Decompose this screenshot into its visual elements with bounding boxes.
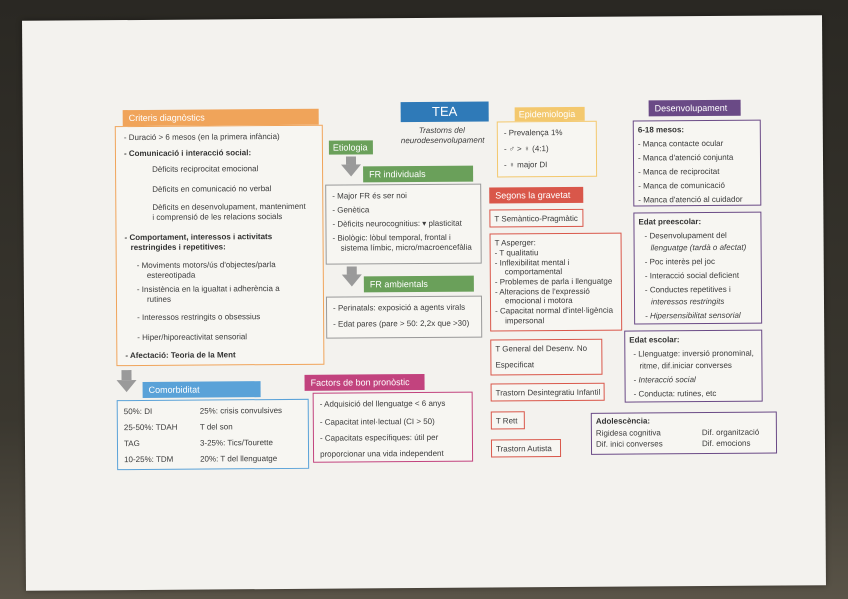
preescolar-line: interessos restringits bbox=[650, 296, 725, 307]
pronostic-header: Factors de bon pronòstic bbox=[304, 374, 424, 391]
adol-right: Dif. emocions bbox=[701, 438, 751, 449]
criteris-line: - Moviments motors/ús d'objectes/parla bbox=[136, 260, 276, 271]
desintegratiu-box bbox=[491, 383, 605, 402]
comorb-left: 10-25%: TDM bbox=[124, 454, 174, 465]
fr-ambientals-header: FR ambientals bbox=[364, 276, 474, 293]
asperger-line: impersonal bbox=[505, 316, 545, 326]
preescolar-title: Edat preescolar: bbox=[638, 217, 702, 227]
arrow-to-comorbiditat bbox=[121, 370, 131, 380]
general-line: T General del Desenv. No bbox=[495, 343, 588, 354]
pronostic-box bbox=[313, 392, 473, 463]
m618-line: - Manca de comunicació bbox=[638, 180, 725, 191]
semantic-label: T Semàntico-Pragmàtic bbox=[494, 213, 578, 224]
fr-ind-line: - Major FR és ser noi bbox=[332, 191, 407, 201]
comorb-right: T del son bbox=[199, 422, 233, 432]
criteris-line: restringides i repetitives: bbox=[130, 242, 226, 253]
asperger-line: emocional i motora bbox=[504, 295, 573, 306]
fr-individuals-box bbox=[325, 184, 482, 265]
criteris-line: - Afectació: Teoria de la Ment bbox=[125, 350, 236, 361]
arrow-head-fr-ambientals bbox=[342, 274, 362, 286]
criteris-header: Criteris diagnòstics bbox=[123, 109, 319, 126]
fr-ambientals-box bbox=[326, 296, 482, 339]
preescolar-line: - Conductes repetitives i bbox=[644, 284, 731, 295]
pronostic-line: proporcionar una vida independent bbox=[320, 448, 444, 459]
m618-box bbox=[633, 120, 762, 207]
preescolar-line: llenguatge (tardà o afectat) bbox=[650, 242, 747, 253]
preescolar-line: - Interacció social deficient bbox=[644, 270, 740, 281]
desintegratiu-label: Trastorn Desintegratiu Infantil bbox=[495, 387, 601, 398]
m618-line: - Manca d'atenció al cuidador bbox=[638, 194, 743, 205]
etiologia-header: Etiologia bbox=[329, 140, 373, 154]
fr-ind-line: - Biològic: lòbul temporal, frontal i bbox=[332, 232, 451, 243]
criteris-line: - Insistència en la igualtat i adherència a bbox=[136, 284, 280, 295]
pronostic-line: - Adquisició del llenguatge < 6 anys bbox=[319, 398, 446, 409]
epidemiologia-header: Epidemiologia bbox=[515, 107, 585, 121]
escolar-line: - Llenguatge: inversió pronominal, bbox=[633, 348, 754, 359]
comorb-right: 20%: T del llenguatge bbox=[200, 454, 278, 464]
general-box bbox=[490, 339, 602, 376]
asperger-box bbox=[490, 233, 623, 332]
fr-amb-line: - Perinatals: exposició a agents virals bbox=[333, 302, 466, 313]
arrow-head-comorbiditat bbox=[117, 380, 137, 392]
fr-ind-line: - Dèficits neurocognitius: ▾ plasticitat bbox=[332, 218, 462, 229]
adolescencia-title: Adolescència: bbox=[595, 416, 651, 426]
preescolar-box bbox=[633, 212, 762, 325]
escolar-box bbox=[624, 330, 762, 403]
escolar-title: Edat escolar: bbox=[629, 335, 680, 345]
epi-line: - ♀ major DI bbox=[504, 160, 548, 170]
asperger-line: T Asperger: bbox=[494, 238, 536, 248]
autista-label: Trastorn Autista bbox=[495, 444, 552, 454]
adol-right: Dif. organització bbox=[701, 427, 760, 438]
m618-line: - Manca de reciprocitat bbox=[638, 166, 720, 177]
asperger-line: - Alteracions de l'expressió bbox=[494, 286, 590, 297]
criteris-line: i comprensió de les relacions socials bbox=[152, 211, 283, 222]
preescolar-line: - Poc interès pel joc bbox=[644, 256, 716, 267]
asperger-line: - Capacitat normal d'intel·ligència bbox=[495, 305, 614, 316]
adol-left: Dif. inici converses bbox=[595, 439, 663, 449]
comorb-right: 3-25%: Tics/Tourette bbox=[199, 438, 273, 448]
arrow-to-fr-ambientals bbox=[347, 266, 357, 274]
escolar-line: ritme, dif.iniciar converses bbox=[639, 360, 732, 371]
criteris-line: - Interessos restringits o obsessius bbox=[137, 312, 261, 323]
desenvolupament-header: Desenvolupament bbox=[649, 100, 741, 117]
criteris-line: - Hiper/hiporeactivitat sensorial bbox=[137, 332, 248, 343]
fr-ind-line: - Genètica bbox=[332, 205, 370, 215]
concept-map-sheet bbox=[22, 15, 826, 591]
criteris-line: - Comportament, interessos i activitats bbox=[124, 232, 273, 243]
criteris-line: Dèficits en comunicació no verbal bbox=[152, 184, 272, 194]
comorbiditat-box bbox=[117, 399, 309, 470]
preescolar-line: - Hipersensibilitat sensorial bbox=[645, 310, 741, 321]
comorb-right: 25%: crisis convulsives bbox=[199, 405, 283, 416]
adolescencia-box bbox=[591, 412, 777, 455]
comorb-left: 25-50%: TDAH bbox=[123, 422, 178, 433]
criteris-box bbox=[115, 125, 325, 366]
asperger-line: - Inflexibilitat mental i bbox=[494, 257, 570, 268]
rett-label: T Rett bbox=[495, 416, 518, 426]
asperger-line: - Problemes de parla i llenguatge bbox=[494, 276, 613, 287]
escolar-line: - Interacció social bbox=[633, 375, 696, 385]
criteris-line: estereotipada bbox=[146, 270, 196, 280]
m618-line: - Manca d'atenció conjunta bbox=[637, 152, 734, 163]
m618-title: 6-18 mesos: bbox=[637, 125, 685, 135]
epi-line: - ♂ > ♀ (4:1) bbox=[503, 144, 549, 154]
comorbiditat-header: Comorbiditat bbox=[143, 381, 261, 398]
semantic-box bbox=[489, 209, 583, 228]
pronostic-line: - Capacitat intel·lectual (CI > 50) bbox=[319, 416, 435, 427]
adol-left: Rigidesa cognitiva bbox=[595, 428, 661, 438]
title-subtitle-2: neurodesenvolupament bbox=[400, 135, 485, 146]
epidemiologia-box bbox=[497, 121, 597, 178]
pronostic-line: - Capacitats específiques: útil per bbox=[319, 432, 439, 443]
arrow-to-fr-individuals bbox=[346, 156, 356, 164]
preescolar-line: - Desenvolupament del bbox=[644, 230, 727, 241]
autista-box bbox=[491, 439, 561, 457]
rett-box bbox=[491, 411, 525, 429]
asperger-line: comportamental bbox=[504, 267, 563, 277]
asperger-line: - T qualitatiu bbox=[494, 248, 539, 258]
m618-line: - Manca contacte ocular bbox=[637, 138, 724, 149]
page-title: TEA bbox=[401, 102, 489, 123]
comorb-left: TAG bbox=[123, 438, 140, 449]
criteris-line: rutines bbox=[146, 294, 172, 304]
epi-line: - Prevalença 1% bbox=[503, 128, 563, 138]
fr-individuals-header: FR individuals bbox=[363, 166, 473, 183]
title-subtitle-1: Trastorns del bbox=[418, 125, 465, 136]
fr-amb-line: - Edat pares (pare > 50: 2,2x que >30) bbox=[333, 318, 470, 329]
fr-ind-line: sistema límbic, micro/macroencefàlia bbox=[340, 242, 472, 253]
general-line: Especificat bbox=[495, 360, 535, 370]
comorb-left: 50%: DI bbox=[123, 406, 153, 417]
criteris-line: - Duració > 6 mesos (en la primera infància) bbox=[123, 132, 280, 143]
criteris-line: Dèficits reciprocitat emocional bbox=[152, 164, 259, 174]
criteris-line: Dèficits en desenvolupament, manteniment bbox=[152, 201, 306, 212]
arrow-head-fr-individuals bbox=[341, 164, 361, 176]
escolar-line: - Conducta: rutines, etc bbox=[633, 388, 717, 399]
gravetat-header: Segons la gravetat bbox=[489, 187, 583, 204]
criteris-line: - Comunicació i interacció social: bbox=[123, 148, 252, 159]
